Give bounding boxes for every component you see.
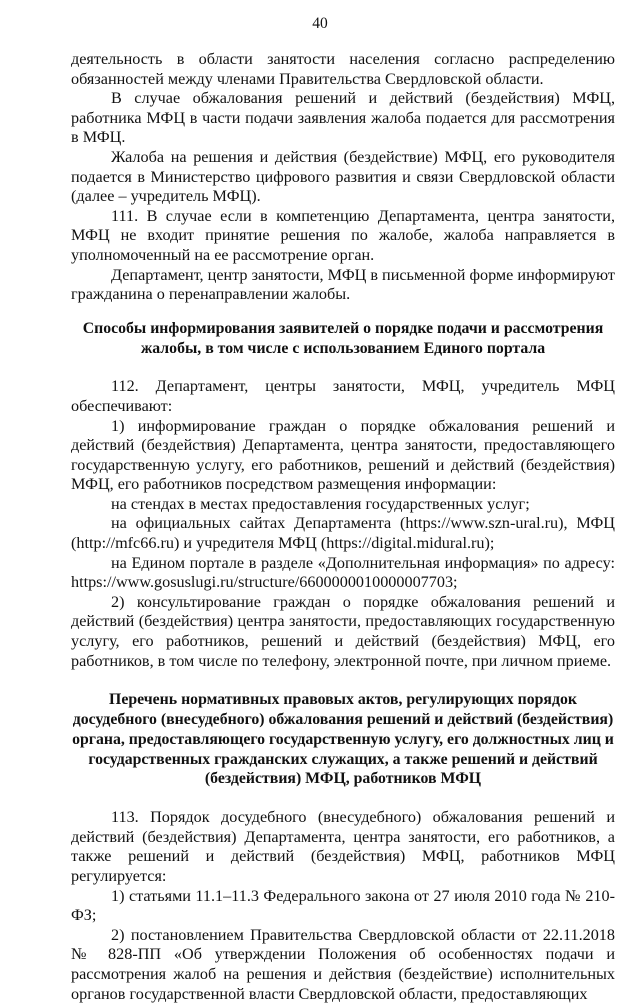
paragraph-redirect-notice: Департамент, центр занятости, МФЦ в письменной форме информируют гражданина о перенаправлении жалобы.	[71, 265, 615, 304]
paragraph-113-item-1: 1) статьями 11.1–11.3 Федерального закона от 27 июля 2010 года № 210-ФЗ;	[71, 886, 615, 925]
paragraph-112: 112. Департамент, центры занятости, МФЦ, учредитель МФЦ обеспечивают:	[71, 377, 615, 415]
paragraph-112-item-2: 2) консультирование граждан о порядке обжалования решений и действий (бездействия) центра занятости, предоставляющих государственную услугу, его работников, решений и действий (бездействия) МФЦ, его работников, в том числе по телефону, электронной почте, при личном приеме.	[71, 592, 615, 670]
paragraph-113: 113. Порядок досудебного (внесудебного) обжалования решений и действий (бездействия) Департамента, центра занятости, его работников, а также решений и действий (бездействия) МФЦ, работников МФЦ регулируется:	[71, 808, 615, 885]
paragraph-continuation: деятельность в области занятости населения согласно распределению обязанностей между членами Правительства Свердловской области.	[71, 50, 615, 88]
paragraph-112-stands: на стендах в местах предоставления государственных услуг;	[111, 494, 530, 513]
paragraph-113-item-2: 2) постановлением Правительства Свердловской области от 22.11.2018 № 828-ПП «Об утверждении Положения об особенностях подачи и рассмотрения жалоб на решения и действия (бездействие) исполнительных органов государственной власти Свердловской области, предоставляющих	[71, 925, 615, 1003]
page-content	[71, 50, 615, 1004]
paragraph-112-portal: на Едином портале в разделе «Дополнительная информация» по адресу: https://www.gosuslugi.ru/structure/6600000010000007703;	[71, 553, 615, 592]
paragraph-mfc-appeal: В случае обжалования решений и действий (бездействия) МФЦ, работника МФЦ в части подачи заявления жалоба подается для рассмотрения в МФЦ.	[71, 89, 615, 147]
section-heading-informing: Способы информирования заявителей о порядке подачи и рассмотрения жалобы, в том числе с использованием Единого портала	[82, 319, 604, 357]
section-heading-legal-acts: Перечень нормативных правовых актов, регулирующих порядок досудебного (внесудебного) обжалования решений и действий (бездействия) органа, предоставляющего государственную услугу, его должностных лиц и государственных гражданских служащих, а также решений и действий (бездействия) МФЦ, работников МФЦ	[72, 691, 614, 788]
page-number: 40	[312, 15, 328, 32]
paragraph-112-item-1: 1) информирование граждан о порядке обжалования решений и действий (бездействия) Департамента, центра занятости, предоставляющего государственную услугу, его работников, решений и действий (бездействия) МФЦ, его работников посредством размещения информации:	[71, 416, 615, 494]
paragraph-111: 111. В случае если в компетенцию Департамента, центра занятости, МФЦ не входит принятие решения по жалобе, жалоба направляется в уполномоченный на ее рассмотрение орган.	[71, 206, 615, 264]
paragraph-112-websites: на официальных сайтах Департамента (https://www.szn-ural.ru), МФЦ (http://mfc66.ru) и учредителя МФЦ (https://digital.midural.ru);	[71, 514, 615, 553]
paragraph-complaint-ministry: Жалоба на решения и действия (бездействие) МФЦ, его руководителя подается в Министерство цифрового развития и связи Свердловской области (далее – учредитель МФЦ).	[71, 147, 615, 206]
